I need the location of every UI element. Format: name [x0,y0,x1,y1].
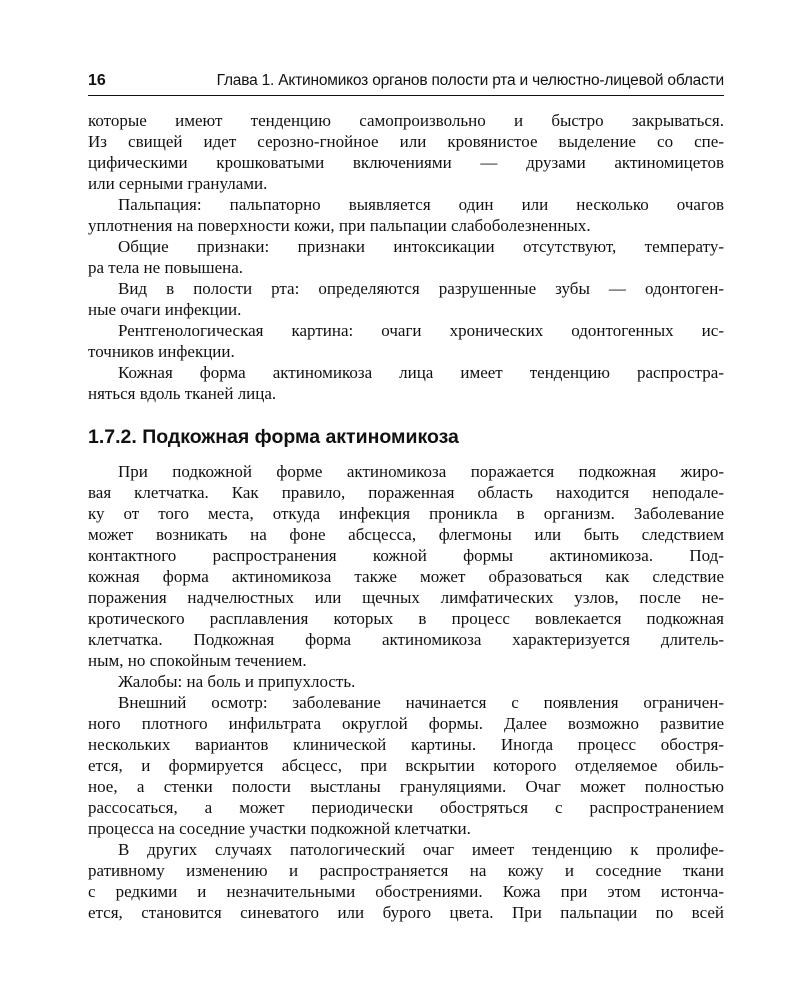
text-line: цифическими крошковатыми включениями — друзами актиномицетов [88,153,724,172]
text-line: ным, но спокойным течением. [88,651,307,670]
text-line: Из свищей идет серозно-гнойное или кровянистое выделение со спе- [88,132,724,151]
text-line: Общие признаки: признаки интоксикации отсутствуют, температу- [118,237,724,256]
running-header [88,71,724,96]
text-line: няться вдоль тканей лица. [88,384,277,403]
text-line: рассосаться, а может периодически обостряться с распространением [88,798,724,817]
text-line: ра тела не повышена. [88,258,244,277]
text-line: уплотнения на поверхности кожи, при пальпации слабоболезненных. [88,216,591,235]
page-number: 16 [88,72,106,89]
continued-text-block [88,110,724,404]
text-line: Внешний осмотр: заболевание начинается с появления ограничен- [118,693,724,712]
text-line: ку от того места, откуда инфекция проникла в организм. Заболевание [88,504,724,523]
text-line: ется, и формируется абсцесс, при вскрытии которого отделяемое обиль- [88,756,724,775]
text-line: Вид в полости рта: определяются разрушенные зубы — одонтоген- [118,279,724,298]
text-line: В других случаях патологический очаг имеет тенденцию к пролифе- [118,840,724,859]
text-line: ративному изменению и распространяется на кожу и соседние ткани [88,861,724,880]
text-line: ные очаги инфекции. [88,300,242,319]
text-line: Пальпация: пальпаторно выявляется один или несколько очагов [118,195,724,214]
text-line: ется, становится синеватого или бурого цвета. При пальпации по всей [88,903,724,922]
section-text-block [88,461,724,923]
text-line: Кожная форма актиномикоза лица имеет тенденцию распростра- [118,363,724,382]
section-heading: 1.7.2. Подкожная форма актиномикоза [88,426,459,448]
text-line: Рентгенологическая картина: очаги хронических одонтогенных ис- [118,321,724,340]
text-line: процесса на соседние участки подкожной клетчатки. [88,819,471,838]
running-title: Глава 1. Актиномикоз органов полости рта и челюстно-лицевой области [216,72,724,89]
text-line: поражения надчелюстных или щечных лимфатических узлов, после не- [88,588,724,607]
text-line: ное, а стенки полости выстланы грануляциями. Очаг может полностью [88,777,724,796]
text-line: нескольких вариантов клинической картины. Иногда процесс обостря- [88,735,724,754]
text-line: ного плотного инфильтрата округлой формы. Далее возможно развитие [88,714,724,733]
text-line: клетчатка. Подкожная форма актиномикоза характеризуется длитель- [88,630,724,649]
text-line: может возникать на фоне абсцесса, флегмоны или быть следствием [88,525,724,544]
text-line: с редкими и незначительными обострениями. Кожа при этом истонча- [88,882,724,901]
text-line: Жалобы: на боль и припухлость. [118,672,356,691]
text-line: При подкожной форме актиномикоза поражается подкожная жиро- [118,462,724,481]
text-line: которые имеют тенденцию самопроизвольно и быстро закрываться. [88,111,724,130]
text-line: точников инфекции. [88,342,235,361]
text-line: кротического расплавления которых в процесс вовлекается подкожная [88,609,724,628]
text-line: вая клетчатка. Как правило, пораженная область находится неподале- [88,483,724,502]
text-line: кожная форма актиномикоза также может образоваться как следствие [88,567,724,586]
text-line: или серными гранулами. [88,174,268,193]
text-line: контактного распространения кожной формы актиномикоза. Под- [88,546,724,565]
